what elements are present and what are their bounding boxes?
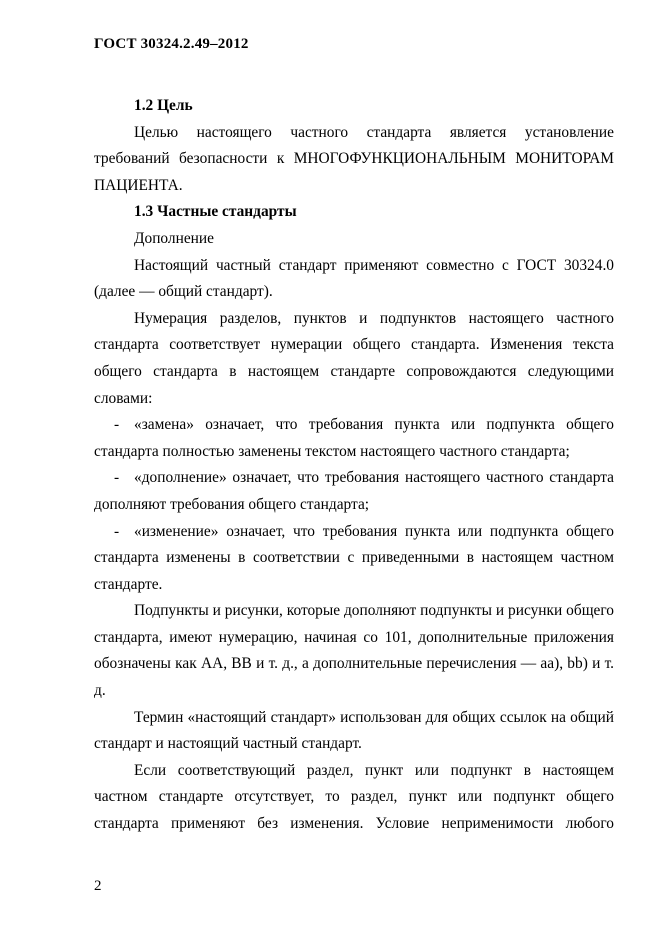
document-body [94,93,614,838]
list-item-text: «дополнение» означает, что требования настоящего частного стандарта дополняют требования общего стандарта; [94,469,614,513]
page-number: 2 [94,878,102,894]
section-heading-particular-standards: 1.3 Частные стандарты [134,203,297,221]
list-dash: - [114,522,120,540]
applicability-paragraph: Настоящий частный стандарт применяют совместно с ГОСТ 30324.0 (далее — общий стандарт). [94,256,614,301]
list-item-text: «замена» означает, что требования пункта или подпункта общего стандарта полностью заменены текстом настоящего частного стандарта; [94,416,614,460]
list-item-text: «изменение» означает, что требования пункта или подпункта общего стандарта изменены в соответствии с приведенными в настоящем частном стандарте. [94,522,614,593]
purpose-paragraph: Целью настоящего частного стандарта является установление требований безопасности к МНОГОФУНКЦИОНАЛЬНЫМ МОНИТОРАМ ПАЦИЕНТА. [94,123,614,194]
subclauses-paragraph: Подпункты и рисунки, которые дополняют подпункты и рисунки общего стандарта, имеют нумерацию, начиная со 101, дополнительные приложения обозначены как АА, ВВ и т. д., а дополнительные перечисления — аа), bb) и т. д. [94,602,614,700]
list-item-replacement [94,412,614,465]
addition-label: Дополнение [134,229,214,247]
list-dash: - [114,416,120,434]
term-paragraph: Термин «настоящий стандарт» использован для общих ссылок на общий стандарт и настоящий частный стандарт. [94,708,614,753]
list-item-addition [94,465,614,518]
absence-paragraph: Если соответствующий раздел, пункт или подпункт в настоящем частном стандарте отсутствует, то раздел, пункт или подпункт общего стандарта применяют без изменения. Условие неприменимости любого [94,761,614,833]
numbering-paragraph: Нумерация разделов, пунктов и подпунктов настоящего частного стандарта соответствует нумерации общего стандарта. Изменения текста общего стандарта в настоящем стандарте сопровождаются следующими словами: [94,309,614,407]
document-header: ГОСТ 30324.2.49–2012 [94,36,249,52]
list-item-amendment [94,519,614,599]
section-heading-purpose: 1.2 Цель [134,97,193,114]
list-dash: - [114,469,120,487]
